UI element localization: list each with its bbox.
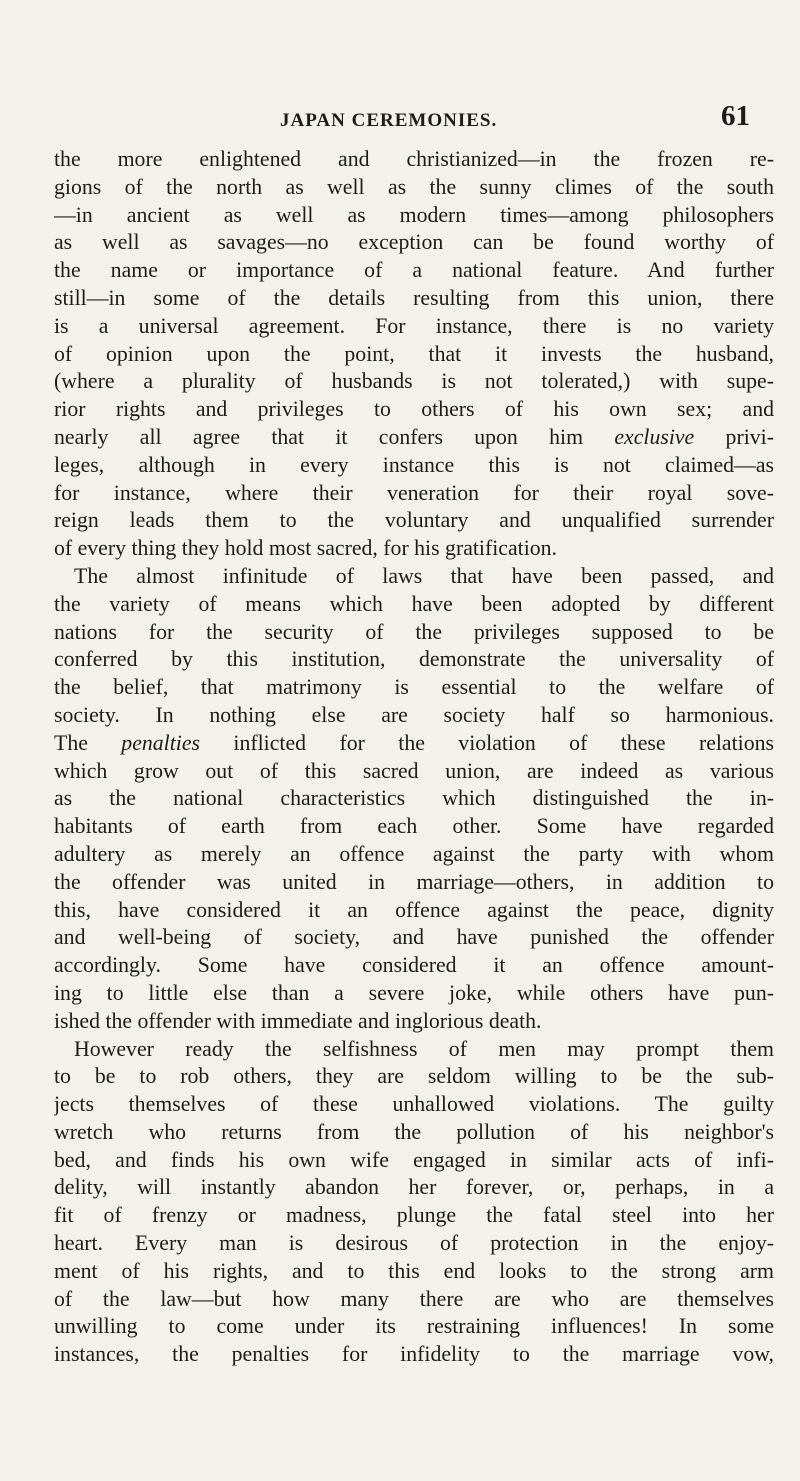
text-line: The almost infinitude of laws that have been passed, and bbox=[74, 563, 774, 588]
text-line: the more enlightened and christianized—in the frozen re- bbox=[54, 147, 774, 171]
text-line: nations for the security of the privileges supposed to be bbox=[54, 619, 774, 644]
text-line: —in ancient as well as modern times—among philosophers bbox=[54, 202, 774, 227]
text-line bbox=[54, 730, 774, 758]
text-line: adultery as merely an offence against the party with whom bbox=[54, 841, 774, 866]
italic-word: penalties bbox=[121, 730, 200, 755]
text-line: is a universal agreement. For instance, there is no variety bbox=[54, 313, 774, 338]
text-line: and well-being of society, and have punished the offender bbox=[54, 925, 774, 950]
text-segment: The bbox=[54, 730, 88, 755]
text-line: conferred by this institution, demonstrate the universality of bbox=[54, 647, 774, 672]
text-line: for instance, where their veneration for their royal sove- bbox=[54, 480, 774, 505]
text-line: of every thing they hold most sacred, for his gratification. bbox=[54, 536, 558, 561]
text-line: However ready the selfishness of men may prompt them bbox=[74, 1036, 774, 1061]
body-text bbox=[54, 146, 774, 1369]
text-line: as well as savages—no exception can be found worthy of bbox=[54, 230, 774, 255]
text-line: the variety of means which have been adopted by different bbox=[54, 591, 774, 616]
italic-word: exclusive bbox=[614, 424, 695, 449]
text-line bbox=[54, 424, 774, 452]
text-line: heart. Every man is desirous of protection in the enjoy- bbox=[54, 1231, 774, 1256]
text-line: rior rights and privileges to others of his own sex; and bbox=[54, 397, 774, 422]
text-line: still—in some of the details resulting from this union, there bbox=[54, 285, 774, 310]
text-line: accordingly. Some have considered it an offence amount- bbox=[54, 953, 774, 978]
text-line: instances, the penalties for infidelity to the marriage vow, bbox=[54, 1342, 774, 1367]
text-line: society. In nothing else are society half so harmonious. bbox=[54, 702, 774, 727]
text-line: habitants of earth from each other. Some have regarded bbox=[54, 814, 774, 839]
text-line: reign leads them to the voluntary and unqualified surrender bbox=[54, 508, 774, 533]
text-line: this, have considered it an offence against the peace, dignity bbox=[54, 897, 774, 922]
text-line: the belief, that matrimony is essential to the welfare of bbox=[54, 675, 774, 700]
text-line: to be to rob others, they are seldom willing to be the sub- bbox=[54, 1064, 774, 1089]
text-line: as the national characteristics which distinguished the in- bbox=[54, 786, 774, 811]
text-line: of the law—but how many there are who are themselves bbox=[54, 1286, 774, 1311]
text-line: which grow out of this sacred union, are indeed as various bbox=[54, 758, 774, 783]
text-segment: inflicted for the violation of these relations bbox=[233, 730, 774, 755]
text-line: leges, although in every instance this is not claimed—as bbox=[54, 452, 774, 477]
text-line: bed, and finds his own wife engaged in similar acts of infi- bbox=[54, 1147, 774, 1172]
text-segment: privi- bbox=[725, 424, 774, 449]
text-line: the name or importance of a national feature. And further bbox=[54, 258, 774, 283]
text-line: jects themselves of these unhallowed violations. The guilty bbox=[54, 1092, 774, 1117]
text-line: ished the offender with immediate and inglorious death. bbox=[54, 1008, 542, 1033]
running-head: JAPAN CEREMONIES. bbox=[280, 110, 498, 131]
text-line: wretch who returns from the pollution of his neighbor's bbox=[54, 1119, 774, 1144]
text-line: ment of his rights, and to this end looks to the strong arm bbox=[54, 1258, 774, 1283]
text-segment: nearly all agree that it confers upon him bbox=[54, 424, 584, 449]
text-line: unwilling to come under its restraining influences! In some bbox=[54, 1314, 774, 1339]
page-number: 61 bbox=[721, 100, 750, 132]
text-line: the offender was united in marriage—others, in addition to bbox=[54, 869, 774, 894]
text-line: fit of frenzy or madness, plunge the fatal steel into her bbox=[54, 1203, 774, 1228]
text-line: of opinion upon the point, that it invests the husband, bbox=[54, 341, 774, 366]
text-line: ing to little else than a severe joke, while others have pun- bbox=[54, 980, 774, 1005]
text-line: (where a plurality of husbands is not tolerated,) with supe- bbox=[54, 369, 774, 394]
text-line: gions of the north as well as the sunny climes of the south bbox=[54, 174, 774, 199]
text-line: delity, will instantly abandon her forever, or, perhaps, in a bbox=[54, 1175, 774, 1200]
